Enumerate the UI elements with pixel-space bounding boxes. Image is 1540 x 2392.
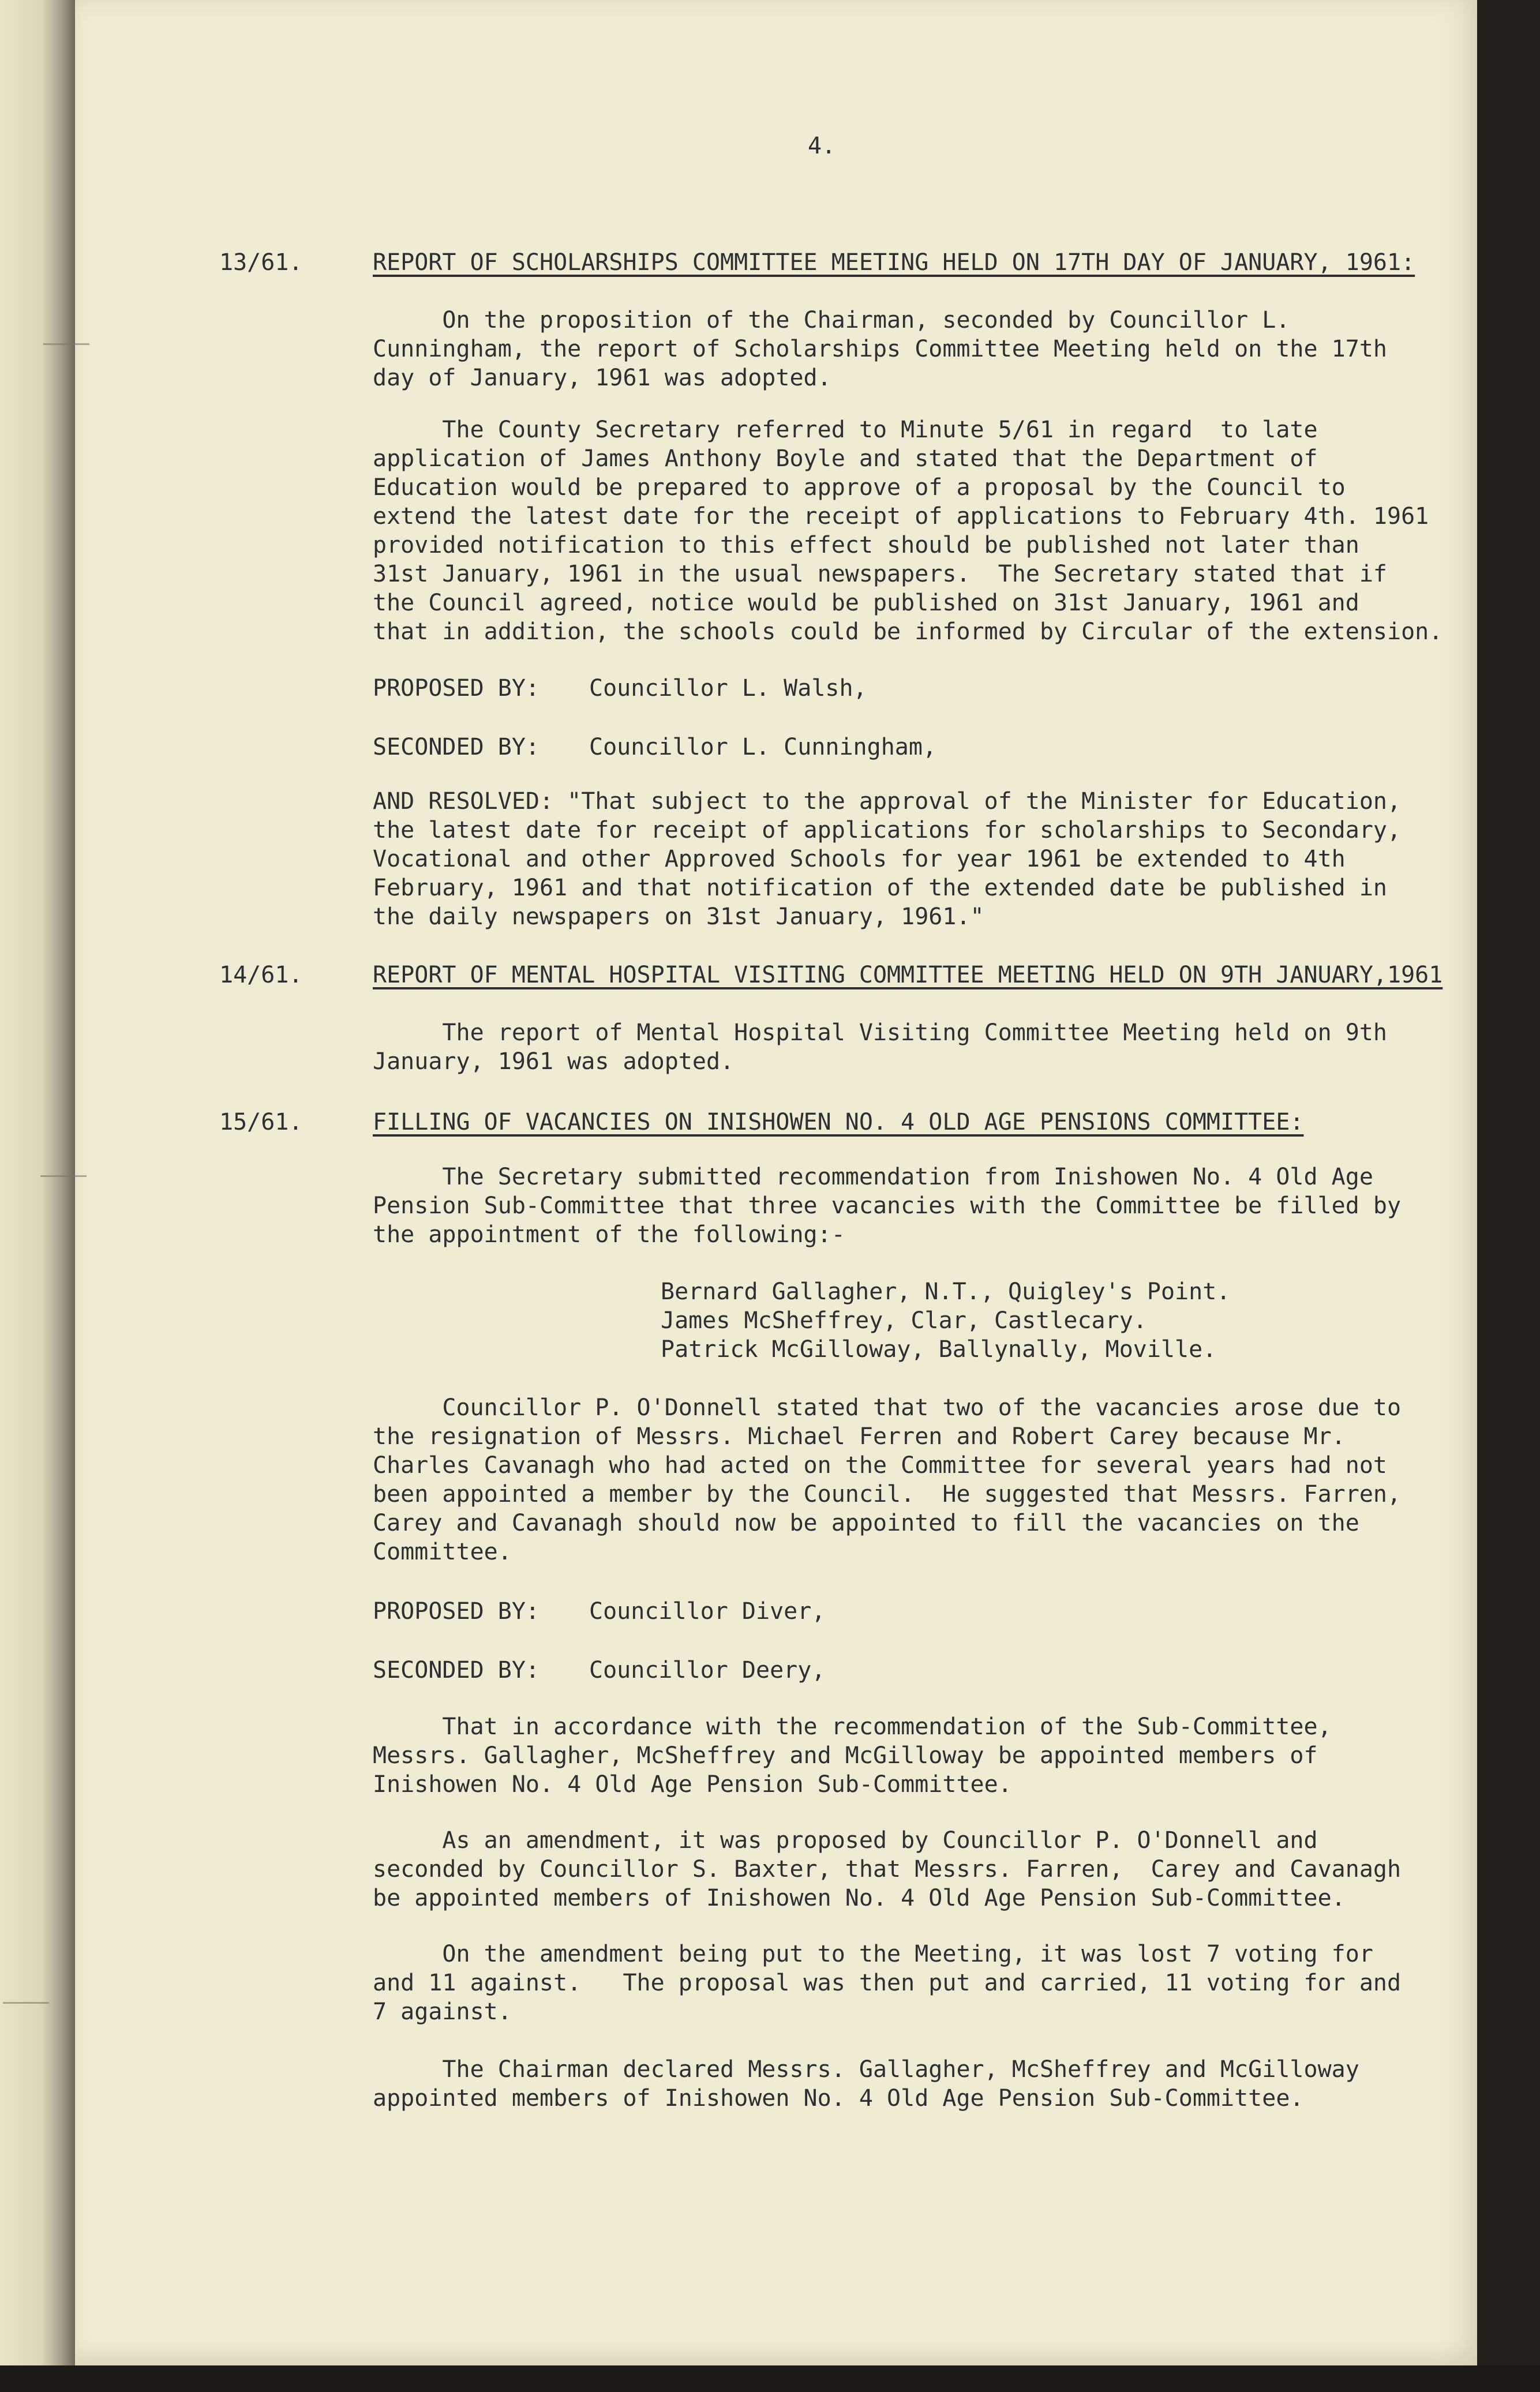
appointee-item: Bernard Gallagher, N.T., Quigley's Point. xyxy=(661,1279,1231,1305)
paragraph: As an amendment, it was proposed by Councillor P. O'Donnell and seconded by Councillor S. Baxter, that Messrs. Farren, Carey and Cavanagh be appointed members of Inishowen No. 4 Old Age Pension Sub-Committee. xyxy=(373,1827,1402,1911)
paragraph: Councillor P. O'Donnell stated that two of the vacancies arose due to the resignation of Messrs. Michael Ferren and Robert Carey because Mr. Charles Cavanagh who had acted on the Committee for several years had not been appointed a member by the Council. He suggested that Messrs. Farren, Carey and Cavanagh should now be appointed to fill the vacancies on the Committee. xyxy=(373,1394,1402,1565)
appointee-item: Patrick McGilloway, Ballynally, Moville. xyxy=(661,1336,1217,1363)
paragraph: On the amendment being put to the Meeting, it was lost 7 voting for and 11 against. The proposal was then put and carried, 11 voting for and 7 against. xyxy=(373,1941,1402,2025)
proposed-by-row xyxy=(373,1597,825,1626)
appointee-item: James McSheffrey, Clar, Castlecary. xyxy=(661,1307,1147,1334)
paragraph: The Secretary submitted recommendation from Inishowen No. 4 Old Age Pension Sub-Committee that three vacancies with the Committee be filled by the appointment of the following:- xyxy=(373,1164,1402,1248)
page-bottom-edge xyxy=(0,2365,1540,2392)
paragraph: On the proposition of the Chairman, seconded by Councillor L. Cunningham, the report of Scholarships Committee Meeting held on the 17th day of January, 1961 was adopted. xyxy=(373,307,1387,391)
proposed-by-value: Councillor L. Walsh, xyxy=(589,675,867,702)
proposed-by-value: Councillor Diver, xyxy=(589,1598,826,1625)
minute-number: 14/61. xyxy=(219,962,303,988)
page-number: 4. xyxy=(808,133,836,159)
paragraph: The County Secretary referred to Minute 5/61 in regard to late application of James Anthony Boyle and stated that the Department of Education would be prepared to approve of a proposal by the Council to extend the latest date for the receipt of applications to February 4th. 1961 provided notification to this effect should be published not later than 31st January, 1961 in the usual newspapers. The Secretary stated that if the Council agreed, notice would be published on 31st January, 1961 and that in addition, the schools could be informed by Circular of the extension. xyxy=(373,417,1443,645)
resolution: AND RESOLVED: "That subject to the approval of the Minister for Education, the latest date for receipt of applications for scholarships to Secondary, Vocational and other Approved Schools for year 1961 be extended to 4th February, 1961 and that notification of the extended date be published in the daily newspapers on 31st January, 1961." xyxy=(373,788,1402,930)
proposed-by-label: PROPOSED BY: xyxy=(373,675,539,702)
seconded-by-value: Councillor L. Cunningham, xyxy=(589,734,937,760)
minute-number: 15/61. xyxy=(219,1109,303,1135)
seconded-by-row xyxy=(373,733,936,762)
section-heading: FILLING OF VACANCIES ON INISHOWEN NO. 4 OLD AGE PENSIONS COMMITTEE: xyxy=(373,1109,1304,1135)
margin-mark xyxy=(3,2002,49,2004)
minute-number: 13/61. xyxy=(219,249,303,276)
seconded-by-label: SECONDED BY: xyxy=(373,1657,539,1684)
section-heading: REPORT OF MENTAL HOSPITAL VISITING COMMITTEE MEETING HELD ON 9TH JANUARY,1961 xyxy=(373,962,1443,988)
seconded-by-value: Councillor Deery, xyxy=(589,1657,826,1684)
paragraph: That in accordance with the recommendation of the Sub-Committee, Messrs. Gallagher, McSheffrey and McGilloway be appointed members of Inishowen No. 4 Old Age Pension Sub-Committee. xyxy=(373,1714,1332,1798)
proposed-by-label: PROPOSED BY: xyxy=(373,1598,539,1625)
seconded-by-label: SECONDED BY: xyxy=(373,734,539,760)
page-edge-shadow xyxy=(1477,0,1540,2392)
paragraph: The Chairman declared Messrs. Gallagher, McSheffrey and McGilloway appointed members of Inishowen No. 4 Old Age Pension Sub-Committee. xyxy=(373,2056,1359,2112)
margin-mark xyxy=(43,343,89,345)
margin-mark xyxy=(40,1175,87,1177)
proposed-by-row xyxy=(373,674,867,703)
seconded-by-row xyxy=(373,1656,825,1685)
section-heading: REPORT OF SCHOLARSHIPS COMMITTEE MEETING HELD ON 17TH DAY OF JANUARY, 1961: xyxy=(373,249,1415,276)
paragraph: The report of Mental Hospital Visiting Committee Meeting held on 9th January, 1961 was adopted. xyxy=(373,1019,1387,1075)
book-binding xyxy=(0,0,75,2392)
